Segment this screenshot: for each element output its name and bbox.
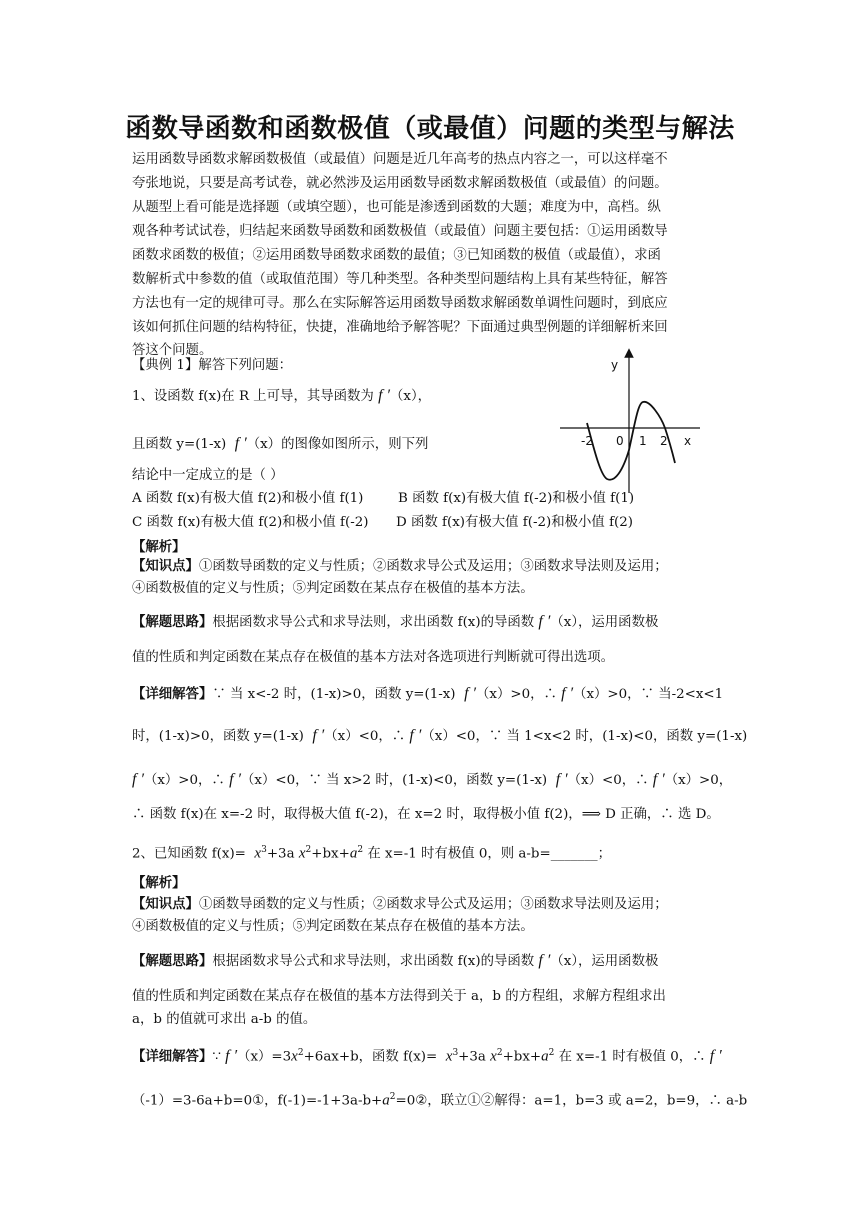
intro-line: 方法也有一定的规律可寻。那么在实际解答运用函数导函数求解函数单调性问题时，到底应 [132, 296, 668, 311]
detailed-answer-3 [132, 770, 732, 791]
math-var: x [254, 845, 262, 862]
math-var: a [349, 845, 358, 862]
text: （x）>0，∴ [143, 773, 225, 788]
function-graph [555, 345, 705, 495]
question-1-line-2 [132, 434, 428, 455]
question-1-line-1 [132, 386, 431, 407]
tick-label: 2 [660, 434, 668, 448]
intro-line: 观各种考试试卷，归结起来函数导函数和函数极值（或最值）问题主要包括：①运用函数导 [132, 224, 668, 239]
intro-line: 该如何抓住问题的结构特征，快捷，准确地给予解答呢？下面通过典型例题的详细解析来回 [132, 320, 668, 335]
knowledge-points-2: ④函数极值的定义与性质；⑤判定函数在某点存在极值的基本方法。 [132, 581, 534, 596]
question-1-line-3: 结论中一定成立的是（ ） [132, 468, 284, 483]
math-exp: 2 [297, 1048, 304, 1058]
text: （x）<0，∵ 当 x>2 时，(1-x)<0，函数 y=(1-x) [241, 773, 548, 788]
solution-idea-2: 值的性质和判定函数在某点存在极值的基本方法得到关于 a，b 的方程组，求解方程组求出 [132, 989, 666, 1004]
answer-blank: _______ [550, 846, 598, 862]
knowledge-points-2: ④函数极值的定义与性质；⑤判定函数在某点存在极值的基本方法。 [132, 919, 534, 934]
text: 2、已知函数 f(x)= [132, 846, 246, 862]
math-exp: 2 [357, 845, 364, 855]
text: +3a [458, 1049, 486, 1065]
analysis-heading: 【解析】 [132, 540, 186, 555]
text: +6ax+b，函数 f(x)= [303, 1049, 438, 1065]
intro-line: 答这个问题。 [132, 343, 213, 358]
option-c: C 函数 f(x)有极大值 f(2)和极小值 f(-2) [132, 515, 369, 530]
f-prime: f ′ [538, 952, 551, 969]
text: ； [597, 846, 611, 862]
detailed-answer-2 [132, 726, 747, 747]
f-prime: f ′ [312, 727, 325, 744]
f-prime: f ′ [234, 435, 247, 452]
math-exp: 3 [452, 1048, 459, 1058]
tick-label: -2 [581, 434, 593, 448]
f-prime: f ′ [132, 771, 144, 788]
math-exp: 2 [389, 1092, 396, 1102]
intro-line: 运用函数导函数求解函数极值（或最值）问题是近几年高考的热点内容之一，可以这样毫不 [132, 152, 668, 167]
example-heading: 【典例 1】解答下列问题： [132, 358, 293, 373]
label: 【解题思路】 [132, 615, 213, 630]
text: （x），运用函数极 [550, 954, 659, 969]
text: （x）=3 [237, 1049, 292, 1065]
q1-text: 1、设函数 f(x)在 R 上可导，其导函数为 [132, 389, 374, 404]
text: ∵ [212, 1049, 221, 1065]
text: （x）<0，∴ [324, 729, 406, 744]
label: 【知识点】 [132, 897, 199, 912]
detailed-answer [132, 1043, 722, 1067]
knowledge-points [132, 557, 668, 577]
detailed-answer-4: ∴ 函数 f(x)在 x=-2 时，取得极大值 f(-2)，在 x=2 时，取得极小值 f(2)，⟹ D 正确，∴ 选 D。 [132, 807, 720, 822]
math-var: x [490, 1048, 497, 1065]
math-exp: 3 [261, 845, 267, 855]
math-exp: 2 [548, 1048, 555, 1058]
detailed-answer-2 [132, 1087, 747, 1111]
math-var: a [541, 1048, 549, 1065]
label: 【详细解答】 [132, 1049, 213, 1065]
q1-text: 且函数 y=(1-x) [132, 437, 227, 452]
solution-idea-3: a，b 的值就可求出 a-b 的值。 [132, 1012, 317, 1027]
label: 【详细解答】 [132, 687, 213, 702]
math-exp: 2 [496, 1048, 503, 1058]
text: （x）>0， [664, 773, 733, 788]
math-var: a [382, 1092, 390, 1109]
text: ①函数导函数的定义与性质；②函数求导公式及运用；③函数求导法则及运用； [198, 559, 668, 574]
tick-label: 0 [616, 434, 624, 448]
analysis-heading: 【解析】 [132, 876, 186, 891]
f-prime: f ′ [652, 771, 665, 788]
f-prime: f ′ [538, 613, 551, 630]
text: （x）<0，∴ [567, 773, 649, 788]
f-prime: f ′ [229, 771, 242, 788]
q1-text: （x）的图像如图所示，则下列 [246, 437, 429, 452]
option-b: B 函数 f(x)有极大值 f(-2)和极小值 f(1) [398, 491, 635, 506]
solution-idea [132, 951, 658, 972]
question-2 [132, 840, 611, 864]
text: ①函数导函数的定义与性质；②函数求导公式及运用；③函数求导法则及运用； [198, 897, 668, 912]
text: （x）>0，∵ 当-2<x<1 [573, 687, 724, 702]
text: 在 x=-1 时有极值 0，∴ [558, 1049, 706, 1065]
f-prime: f ′ [561, 685, 574, 702]
intro-line: 数解析式中参数的值（或取值范围）等几种类型。各种类型问题结构上具有某些特征，解答 [132, 272, 668, 287]
knowledge-points [132, 895, 668, 915]
math-exp: 2 [305, 845, 312, 855]
text: （-1）=3-6a+b=0①，f(-1)=-1+3a-b+ [132, 1093, 383, 1109]
f-prime: f ′ [555, 771, 568, 788]
intro-line: 从题型上看可能是选择题（或填空题），也可能是渗透到函数的大题；难度为中，高档。纵 [132, 200, 661, 215]
text: （x）>0，∴ [476, 687, 557, 702]
f-prime: f ′ [709, 1047, 722, 1065]
detailed-answer [132, 684, 723, 705]
text: =0②，联立①②解得：a=1，b=3 或 a=2，b=9，∴ a-b [395, 1093, 748, 1109]
q1-text: （x）， [390, 389, 432, 404]
text: ∵ 当 x<-2 时，(1-x)>0，函数 y=(1-x) [212, 687, 456, 702]
intro-line: 夸张地说，只要是高考试卷，就必然涉及运用函数导函数求解函数极值（或最值）的问题。 [132, 176, 668, 191]
f-prime: f ′ [225, 1047, 238, 1065]
option-d: D 函数 f(x)有极大值 f(-2)和极小值 f(2) [396, 515, 633, 530]
text: 根据函数求导公式和求导法则，求出函数 f(x)的导函数 [212, 954, 535, 969]
solution-idea-2: 值的性质和判定函数在某点存在极值的基本方法对各选项进行判断就可得出选项。 [132, 650, 615, 665]
math-var: x [291, 1048, 298, 1065]
f-prime: f ′ [409, 727, 422, 744]
y-axis-label: y [611, 358, 619, 372]
label: 【知识点】 [132, 559, 199, 574]
option-a: A 函数 f(x)有极大值 f(2)和极小值 f(1) [132, 491, 364, 506]
x-axis-label: x [684, 434, 692, 448]
text: +bx+ [311, 846, 350, 862]
text: 根据函数求导公式和求导法则，求出函数 f(x)的导函数 [212, 615, 535, 630]
text: （x）<0，∵ 当 1<x<2 时，(1-x)<0，函数 y=(1-x) [421, 729, 748, 744]
solution-idea [132, 612, 658, 633]
text: +bx+ [502, 1049, 542, 1065]
intro-line: 函数求函数的极值；②运用函数导函数求函数的最值；③已知函数的极值（或最值），求函 [132, 248, 661, 263]
tick-label: 1 [639, 434, 647, 448]
math-var: x [298, 845, 306, 862]
f-prime: f ′ [464, 685, 477, 702]
text: +3a [266, 846, 295, 862]
f-prime: f ′ [378, 387, 391, 404]
label: 【解题思路】 [132, 954, 213, 969]
text: 在 x=-1 时有极值 0，则 a-b= [367, 846, 551, 862]
text: （x），运用函数极 [550, 615, 659, 630]
math-var: x [445, 1048, 453, 1065]
text: 时，(1-x)>0，函数 y=(1-x) [132, 729, 304, 744]
page-title: 函数导函数和函数极值（或最值）问题的类型与解法 [125, 114, 735, 144]
